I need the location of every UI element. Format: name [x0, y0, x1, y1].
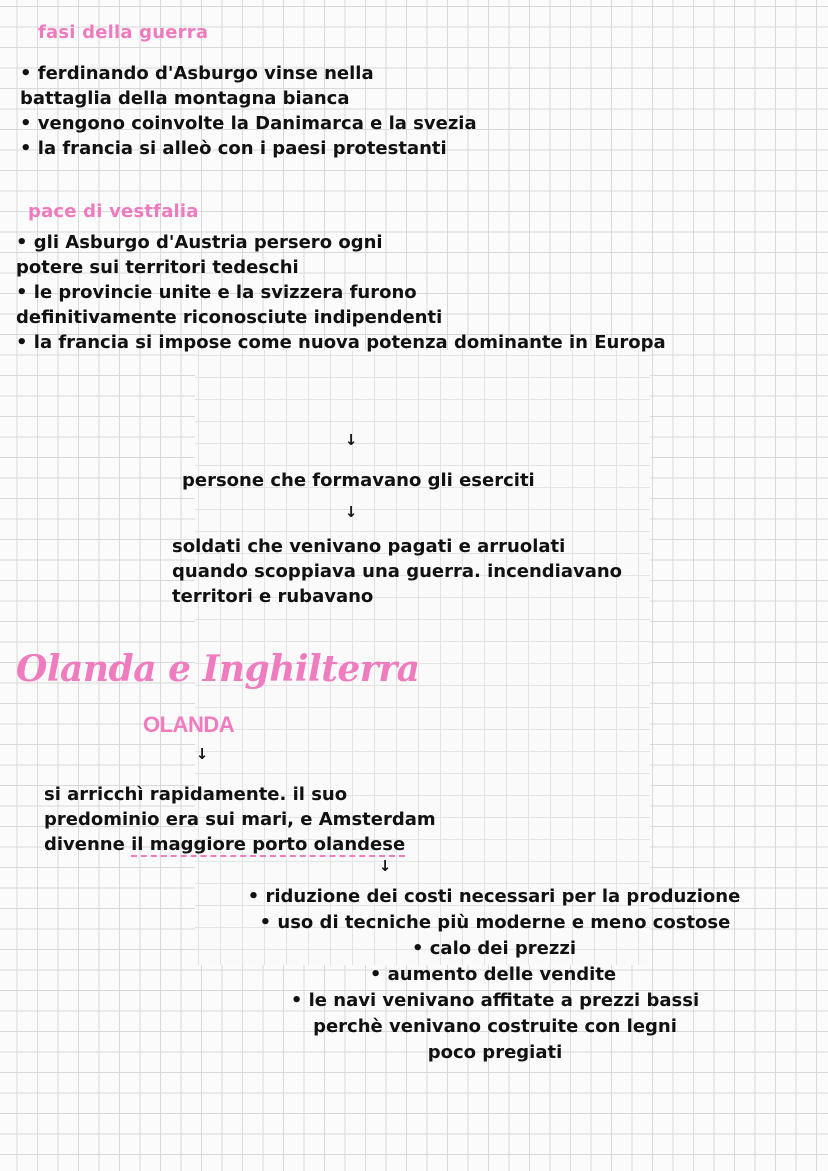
effect-item: poco pregiati [427, 1042, 563, 1063]
olanda-heading: OLANDA [143, 712, 235, 737]
olanda-line: predominio era sui mari, e Amsterdam [44, 809, 436, 830]
effect-item: • le navi venivano affitate a prezzi bassi [290, 990, 700, 1011]
pace-line: • gli Asburgo d'Austria persero ogni [16, 232, 383, 253]
fasi-text [20, 61, 477, 161]
mercenari-line: quando scoppiava una guerra. incendiavano [172, 561, 623, 582]
fasi-line: battaglia della montagna bianca [20, 88, 350, 109]
olanda-line-prefix: divenne [44, 834, 132, 855]
arrow-down-icon: ↓ [344, 503, 358, 521]
arrow-down-icon: ↓ [344, 431, 358, 449]
fasi-line: • ferdinando d'Asburgo vinse nella [20, 63, 374, 84]
olanda-line: si arricchì rapidamente. il suo [44, 784, 348, 805]
highlighted-phrase: il maggiore porto olandese [131, 834, 406, 855]
pace-line: definitivamente riconosciute indipendenti [16, 307, 443, 328]
effect-item: • uso di tecniche più moderne e meno costose [259, 912, 731, 933]
mercenari-text [172, 534, 622, 609]
fasi-heading: fasi della guerra [38, 22, 209, 43]
persone-line: persone che formavano gli eserciti [182, 470, 535, 491]
effect-item: perchè venivano costruite con legni [313, 1016, 677, 1037]
mercenari-line: soldati che venivano pagati e arruolati [172, 536, 566, 557]
pace-line: potere sui territori tedeschi [16, 257, 299, 278]
olanda-line [44, 832, 436, 857]
arrow-down-icon: ↓ [195, 745, 209, 763]
effect-item: • calo dei prezzi [411, 938, 576, 959]
mercenari-line: territori e rubavano [172, 586, 374, 607]
fasi-line: • vengono coinvolte la Danimarca e la svezia [20, 113, 477, 134]
olanda-effects-list [200, 884, 780, 1066]
pace-line: • le provincie unite e la svizzera furono [16, 282, 417, 303]
olanda-text [44, 782, 436, 857]
section-title: Olanda e Inghilterra [16, 648, 420, 690]
pace-text [16, 230, 666, 355]
pace-line: • la francia si impose come nuova potenza dominante in Europa [16, 332, 666, 353]
effect-item: • aumento delle vendite [369, 964, 617, 985]
pace-heading: pace di vestfalia [28, 201, 199, 222]
arrow-down-icon: ↓ [378, 857, 392, 875]
effect-item: • riduzione dei costi necessari per la produzione [247, 886, 741, 907]
fasi-line: • la francia si alleò con i paesi protestanti [20, 138, 447, 159]
